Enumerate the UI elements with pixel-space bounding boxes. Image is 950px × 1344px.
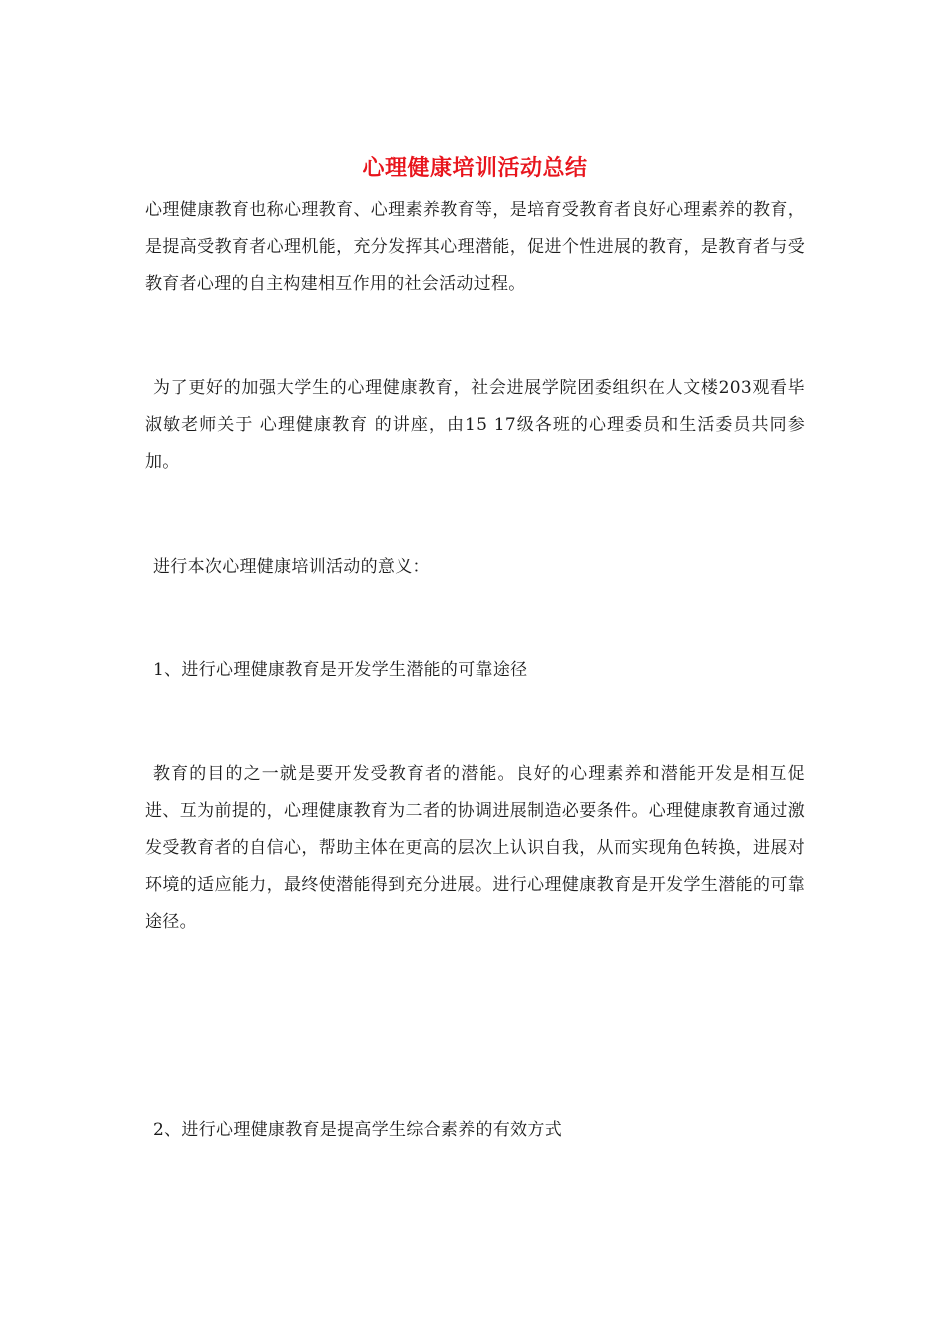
- section-heading-1: 1、进行心理健康教育是开发学生潜能的可靠途径: [153, 660, 528, 680]
- section-heading-2: 2、进行心理健康教育是提高学生综合素养的有效方式: [153, 1120, 563, 1140]
- paragraph-event: 为了更好的加强大学生的心理健康教育，社会进展学院团委组织在人文楼203观看毕淑敏老师关于 心理健康教育 的讲座，由15 17级各班的心理委员和生活委员共同参加。: [145, 378, 805, 472]
- document-title: 心理健康培训活动总结: [362, 156, 588, 181]
- paragraph-definition: 心理健康教育也称心理教育、心理素养教育等，是培育受教育者良好心理素养的教育，是提高受教育者心理机能，充分发挥其心理潜能，促进个性进展的教育，是教育者与受教育者心理的自主构建相互作用的社会活动过程。: [145, 200, 805, 294]
- paragraph-significance-heading: 进行本次心理健康培训活动的意义：: [153, 557, 430, 577]
- paragraph-section-1-body: 教育的目的之一就是要开发受教育者的潜能。良好的心理素养和潜能开发是相互促进、互为前提的，心理健康教育为二者的协调进展制造必要条件。心理健康教育通过激发受教育者的自信心，帮助主体在更高的层次上认识自我，从而实现角色转换，进展对环境的适应能力，最终使潜能得到充分进展。进行心理健康教育是开发学生潜能的可靠途径。: [145, 764, 805, 932]
